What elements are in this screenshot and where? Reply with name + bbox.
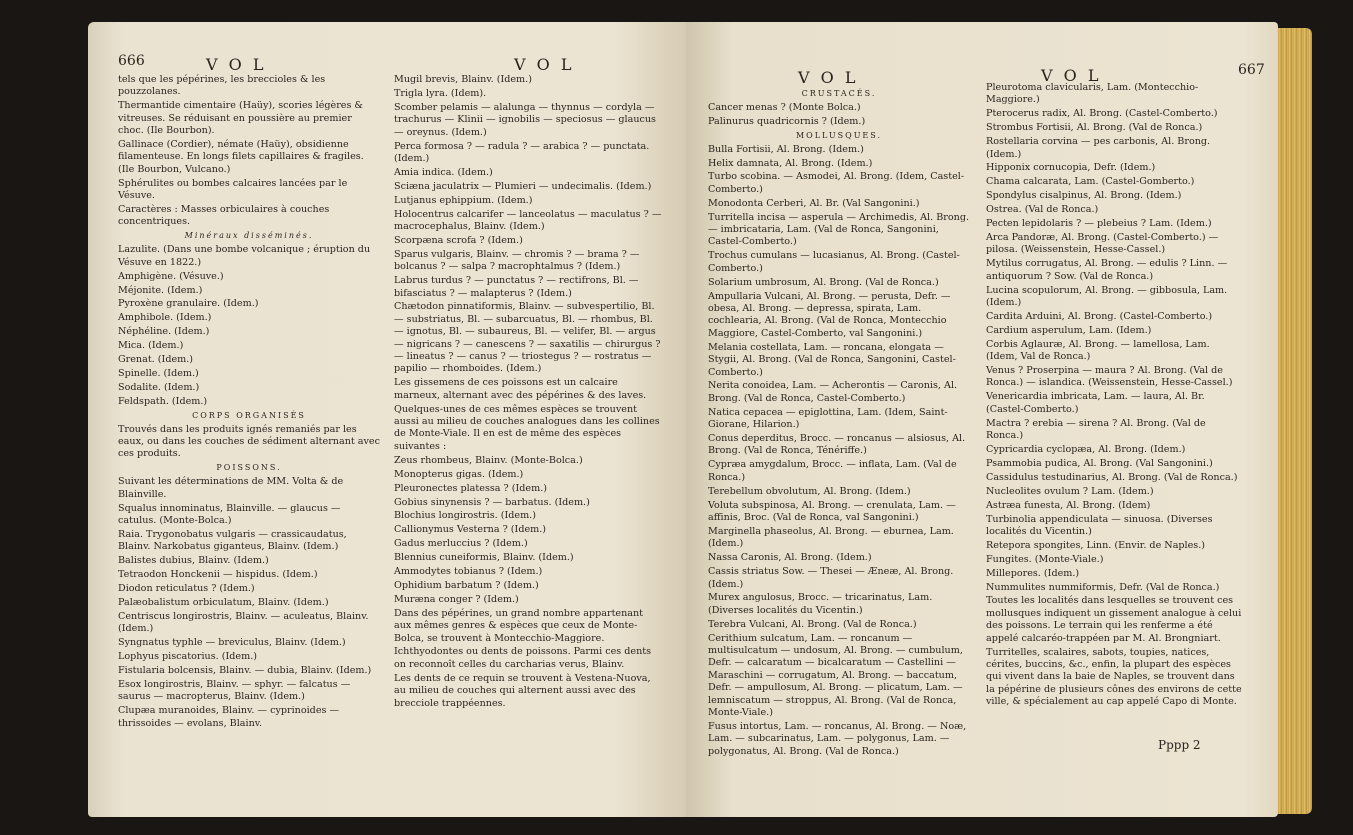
entry-paragraph: Amphibole. (Idem.) [118,312,212,324]
entry-paragraph: Spondylus cisalpinus, Al. Brong. (Idem.) [986,190,1182,202]
entry-paragraph: Venus ? Proserpina — maura ? Al. Brong. (Val de Ronca.) — islandica. (Weissenstein, Hesse-Cassel.) [986,365,1233,389]
entry-paragraph: Mica. (Idem.) [118,340,184,352]
entry-paragraph: Turbinolia appendiculata — sinuosa. (Diverses localités du Vicentin.) [986,513,1213,537]
section-heading: Minéraux disséminés. [184,231,314,241]
entry-paragraph: tels que les pépérines, les breccioles & les pouzzolanes. [118,74,326,98]
entry-paragraph: Pecten lepidolaris ? — plebeius ? Lam. (Idem.) [986,218,1212,230]
entry-paragraph: Conus deperditus, Brocc. — roncanus — alsiosus, Al. Brong. (Val de Ronca, Ténériffe.) [708,433,966,457]
entry-paragraph: Labrus turdus ? — punctatus ? — rectifrons, Bl. — bifasciatus ? — malapterus ? (Idem.) [394,275,639,299]
right-page-column-2 [986,82,1244,710]
entry-paragraph: Amia indica. (Idem.) [394,166,493,178]
entry-paragraph: Psammobia pudica, Al. Brong. (Val Sangonini.) [986,457,1213,469]
entry-paragraph: Scorpæna scrofa ? (Idem.) [394,234,523,246]
entry-paragraph: Chama calcarata, Lam. (Castel-Gomberto.) [986,176,1195,188]
entry-paragraph: Nerita conoidea, Lam. — Acherontis — Caronis, Al. Brong. (Val de Ronca, Castel-Comberto.) [708,380,958,404]
entry-paragraph: Gobius sinynensis ? — barbatus. (Idem.) [394,496,590,508]
entry-paragraph: Solarium umbrosum, Al. Brong. (Val de Ronca.) [708,276,939,288]
right-page-column-1 [708,88,970,760]
entry-paragraph: Mugil brevis, Blainv. (Idem.) [394,74,532,85]
entry-paragraph: Sciæna jaculatrix — Plumieri — undecimalis. (Idem.) [394,180,652,192]
entry-paragraph: Grenat. (Idem.) [118,354,194,366]
entry-paragraph: Cancer menas ? (Monte Bolca.) [708,101,861,113]
entry-paragraph: Retepora spongites, Linn. (Envir. de Naples.) [986,539,1206,551]
entry-paragraph: Cassis striatus Sow. — Thesei — Æneæ, Al. Brong. (Idem.) [708,566,954,590]
entry-paragraph: Cardium asperulum, Lam. (Idem.) [986,324,1152,336]
entry-paragraph: Zeus rhombeus, Blainv. (Monte-Bolca.) [394,454,583,466]
entry-paragraph: Trouvés dans les produits ignés remaniés par les eaux, ou dans les couches de sédiment alternant avec ces produits. [118,423,380,460]
entry-paragraph: Raia. Trygonobatus vulgaris — crassicaudatus, Blainv. Narkobatus giganteus, Blainv. (Idem.) [118,528,347,553]
right-page [686,22,1278,817]
entry-paragraph: Dans des pépérines, un grand nombre appartenant aux mêmes genres & espèces que ceux de Monte-Bolca, se trouvent à Montecchio-Maggiore. [394,607,644,644]
entry-paragraph: Ammodytes tobianus ? (Idem.) [394,566,543,578]
entry-paragraph: Balistes dubius, Blainv. (Idem.) [118,555,269,567]
entry-paragraph: Fusus intortus, Lam. — roncanus, Al. Brong. — Noæ, Lam. — subcarinatus, Lam. — polygonus, Lam. — polygonatus, Al. Brong. (Val de Ronca.) [708,721,967,757]
entry-paragraph: Sparus vulgaris, Blainv. — chromis ? — brama ? — bolcanus ? — salpa ? macrophtalmus ? (Idem.) [394,248,640,273]
entry-paragraph: Mactra ? erebia — sirena ? Al. Brong. (Val de Ronca.) [986,417,1206,442]
entry-paragraph: Méjonite. (Idem.) [118,284,203,296]
left-page-column-1 [118,74,380,731]
section-heading: POISSONS. [216,463,282,473]
entry-paragraph: Ostrea. (Val de Ronca.) [986,204,1099,216]
book-spread [88,22,1316,817]
entry-paragraph: Pterocerus radix, Al. Brong. (Castel-Comberto.) [986,108,1218,120]
entry-paragraph: Palæobalistum orbiculatum, Blainv. (Idem.) [118,596,329,608]
entry-paragraph: Terebra Vulcani, Al. Brong. (Val de Ronca.) [708,618,917,630]
right-running-head-1: V O L [798,68,859,87]
entry-paragraph: Voluta subspinosa, Al. Brong. — crenulata, Lam. — affinis, Broc. (Val de Ronca, val Sangonini.) [708,499,956,523]
entry-paragraph: Chætodon pinnatiformis, Blainv. — subvespertilio, Bl. — substriatus, Bl. — subarcuatus, Bl. — rhombus, Bl. — ignotus, Bl. — subaureus, Bl. — velifer, Bl. — argus — nigricans ? — canescens ? — saxatilis — chirurgus ? — lineatus ? — canus ? — triostegus ? — rostratus — papilio — rhomboides. (Idem.) [394,301,661,375]
entry-paragraph: Pyroxène granulaire. (Idem.) [118,298,259,310]
entry-paragraph: Pleuronectes platessa ? (Idem.) [394,482,547,494]
entry-paragraph: Hipponix cornucopia, Defr. (Idem.) [986,162,1156,174]
entry-paragraph: Fungites. (Monte-Viale.) [986,553,1104,565]
right-page-number: 667 [1238,62,1265,78]
left-page-column-2 [394,74,662,712]
entry-paragraph: Millepores. (Idem.) [986,567,1080,579]
entry-paragraph: Blochius longirostris. (Idem.) [394,510,536,522]
entry-paragraph: Pleurotoma clavicularis, Lam. (Montecchio-Maggiore.) [986,82,1199,106]
entry-paragraph: Suivant les déterminations de MM. Volta & de Blainville. [118,476,344,500]
entry-paragraph: Rostellaria corvina — pes carbonis, Al. Brong. (Idem.) [986,136,1211,160]
entry-paragraph: Gallinace (Cordier), némate (Haüy), obsidienne filamenteuse. En longs filets capillaires & fragiles. (Ile Bourbon, Vulcano.) [118,139,364,175]
entry-paragraph: Strombus Fortisii, Al. Brong. (Val de Ronca.) [986,122,1203,134]
entry-paragraph: Turritelles, scalaires, sabots, toupies, natices, cérites, buccins, &c., enfin, la plupart des espèces qui vivent dans la baie de Naples, se trouvent dans la pépérine de plusieurs cônes des environs de cette ville, & spécialement au cap appelé Capo di Monte. [986,646,1242,708]
entry-paragraph: Diodon reticulatus ? (Idem.) [118,582,255,594]
entry-paragraph: Clupæa muranoides, Blainv. — cyprinoides — thrissoides — evolans, Blainv. [118,705,340,729]
entry-paragraph: Sphérulites ou bombes calcaires lancées par le Vésuve. [118,177,348,202]
entry-paragraph: Squalus innominatus, Blainville. — glaucus — catulus. (Monte-Bolca.) [118,502,341,526]
entry-paragraph: Lazulite. (Dans une bombe volcanique ; éruption du Vésuve en 1822.) [118,244,371,268]
entry-paragraph: Turritella incisa — asperula — Archimedis, Al. Brong. — imbricataria, Lam. (Val de Ronca, Sangonini, Castel-Comberto.) [708,211,970,248]
entry-paragraph: Cassidulus testudinarius, Al. Brong. (Val de Ronca.) [986,471,1238,483]
entry-paragraph: Cerithium sulcatum, Lam. — roncanum — multisulcatum — undosum, Al. Brong. — cumbulum, Defr. — calcaratum — bicalcaratum — Castellini — Maraschini — corrugatum, Al. Brong. — baccatum, Defr. — ampullosum, Al. Brong. — plicatum, Lam. — lemniscatum — stroppus, Al. Brong. (Val de Ronca, Monte-Viale.) [708,632,963,719]
entry-paragraph: Perca formosa ? — radula ? — arabica ? — punctata. (Idem.) [394,140,650,164]
entry-paragraph: Terebellum obvolutum, Al. Brong. (Idem.) [708,485,911,497]
entry-paragraph: Monopterus gigas. (Idem.) [394,468,524,480]
section-heading: CORPS ORGANISÉS [192,410,306,420]
entry-paragraph: Lophyus piscatorius. (Idem.) [118,650,257,662]
entry-paragraph: Arca Pandoræ, Al. Brong. (Castel-Comberto.) — pilosa. (Weissenstein, Hesse-Cassel.) [986,231,1219,256]
left-running-head-2: V O L [514,55,575,74]
entry-paragraph: Bulla Fortisii, Al. Brong. (Idem.) [708,143,864,155]
entry-paragraph: Fistularia bolcensis, Blainv. — dubia, Blainv. (Idem.) [118,664,372,676]
entry-paragraph: Néphéline. (Idem.) [118,326,210,338]
section-heading: MOLLUSQUES. [795,130,883,140]
entry-paragraph: Nummulites nummiformis, Defr. (Val de Ronca.) [986,581,1220,593]
entry-paragraph: Tetraodon Honckenii — hispidus. (Idem.) [118,569,318,581]
entry-paragraph: Melania costellata, Lam. — roncana, elongata — Stygii, Al. Brong. (Val de Ronca, Sangonini, Castel-Comberto.) [708,341,956,378]
section-heading: CRUSTACÉS. [801,89,877,98]
entry-paragraph: Ophidium barbatum ? (Idem.) [394,579,539,591]
entry-paragraph: Gadus merluccius ? (Idem.) [394,538,528,550]
entry-paragraph: Syngnatus typhle — breviculus, Blainv. (Idem.) [118,637,346,649]
entry-paragraph: Ichthyodontes ou dents de poissons. Parmi ces dents on reconnoît celles du carcharias verus, Blainv. [394,646,652,670]
right-running-head-2: V O L [1041,66,1102,85]
entry-paragraph: Palinurus quadricornis ? (Idem.) [708,115,866,127]
entry-paragraph: Esox longirostris, Blainv. — sphyr. — falcatus — saurus — macropterus, Blainv. (Idem.) [118,678,351,703]
entry-paragraph: Nassa Caronis, Al. Brong. (Idem.) [708,552,872,564]
entry-paragraph: Turbo scobina. — Asmodei, Al. Brong. (Idem, Castel-Comberto.) [708,171,965,195]
entry-paragraph: Centriscus longirostris, Blainv. — aculeatus, Blainv. (Idem.) [118,610,369,635]
entry-paragraph: Sodalite. (Idem.) [118,381,200,393]
entry-paragraph: Marginella phaseolus, Al. Brong. — eburnea, Lam. (Idem.) [708,525,954,550]
entry-paragraph: Caractères : Masses orbiculaires à couches concentriques. [118,204,330,228]
entry-paragraph: Quelques-unes de ces mêmes espèces se trouvent aussi au milieu de couches analogues dans les collines de Monte-Viale. Il en est de même des espèces suivantes : [394,403,660,452]
entry-paragraph: Corbis Aglauræ, Al. Brong. — lamellosa, Lam. (Idem, Val de Ronca.) [986,338,1210,363]
left-page-number: 666 [118,53,145,69]
entry-paragraph: Natica cepacea — epiglottina, Lam. (Idem, Saint-Giorane, Hilarion.) [708,406,948,431]
entry-paragraph: Cardita Arduini, Al. Brong. (Castel-Comberto.) [986,310,1213,322]
entry-paragraph: Toutes les localités dans lesquelles se trouvent ces mollusques indiquent un gissement analogue à celui des poissons. Le terrain qui les renferme a été appelé calcaréo-trappéen par M. Al. Brongniart. [986,595,1242,644]
page-edges [1278,28,1312,814]
entry-paragraph: Amphigène. (Vésuve.) [118,270,224,282]
entry-paragraph: Trochus cumulans — lucasianus, Al. Brong. (Castel-Comberto.) [708,250,960,274]
entry-paragraph: Holocentrus calcarifer — lanceolatus — maculatus ? — macrocephalus, Blainv. (Idem.) [394,208,662,232]
entry-paragraph: Callionymus Vesterna ? (Idem.) [394,524,547,536]
entry-paragraph: Spinelle. (Idem.) [118,367,199,379]
entry-paragraph: Astræa funesta, Al. Brong. (Idem) [986,499,1151,511]
entry-paragraph: Ampullaria Vulcani, Al. Brong. — perusta, Defr. — obesa, Al. Brong. — depressa, spirata, Lam. cochlearia, Al. Brong. (Val de Ronca, Montecchio Maggiore, Castel-Comberto, val Sangonini.) [708,290,951,339]
entry-paragraph: Blennius cuneiformis, Blainv. (Idem.) [394,552,574,564]
entry-paragraph: Thermantide cimentaire (Haüy), scories légères & vitreuses. Se réduisant en poussière au premier choc. (Ile Bourbon). [118,100,363,137]
signature-mark: Pppp 2 [1158,738,1201,752]
entry-paragraph: Cypricardia cyclopæa, Al. Brong. (Idem.) [986,443,1186,455]
entry-paragraph: Murex angulosus, Brocc. — tricarinatus, Lam. (Diverses localités du Vicentin.) [708,592,933,616]
entry-paragraph: Muræna conger ? (Idem.) [394,593,519,605]
entry-paragraph: Mytilus corrugatus, Al. Brong. — edulis ? Linn. — antiquorum ? Sow. (Val de Ronca.) [986,258,1228,282]
entry-paragraph: Monodonta Cerberi, Al. Br. (Val Sangonini.) [708,197,920,209]
entry-paragraph: Les dents de ce requin se trouvent à Vestena-Nuova, au milieu de couches qui alternent aussi avec des brecciole trappéennes. [394,672,651,709]
entry-paragraph: Feldspath. (Idem.) [118,395,208,407]
left-page [88,22,686,817]
entry-paragraph: Les gissemens de ces poissons est un calcaire marneux, alternant avec des pépérines & des laves. [394,377,647,401]
entry-paragraph: Cypræa amygdalum, Brocc. — inflata, Lam. (Val de Ronca.) [708,459,957,483]
entry-paragraph: Trigla lyra. (Idem). [394,87,487,99]
left-running-head-1: V O L [206,55,267,74]
entry-paragraph: Lutjanus ephippium. (Idem.) [394,194,533,206]
entry-paragraph: Venericardia imbricata, Lam. — laura, Al. Br. (Castel-Comberto.) [986,391,1205,415]
entry-paragraph: Nucleolites ovulum ? Lam. (Idem.) [986,485,1154,497]
entry-paragraph: Scomber pelamis — alalunga — thynnus — cordyla — trachurus — Klinii — ignobilis — speciosus — glaucus — oreynus. (Idem.) [394,101,656,138]
entry-paragraph: Lucina scopulorum, Al. Brong. — gibbosula, Lam. (Idem.) [986,284,1228,308]
entry-paragraph: Helix damnata, Al. Brong. (Idem.) [708,157,873,169]
